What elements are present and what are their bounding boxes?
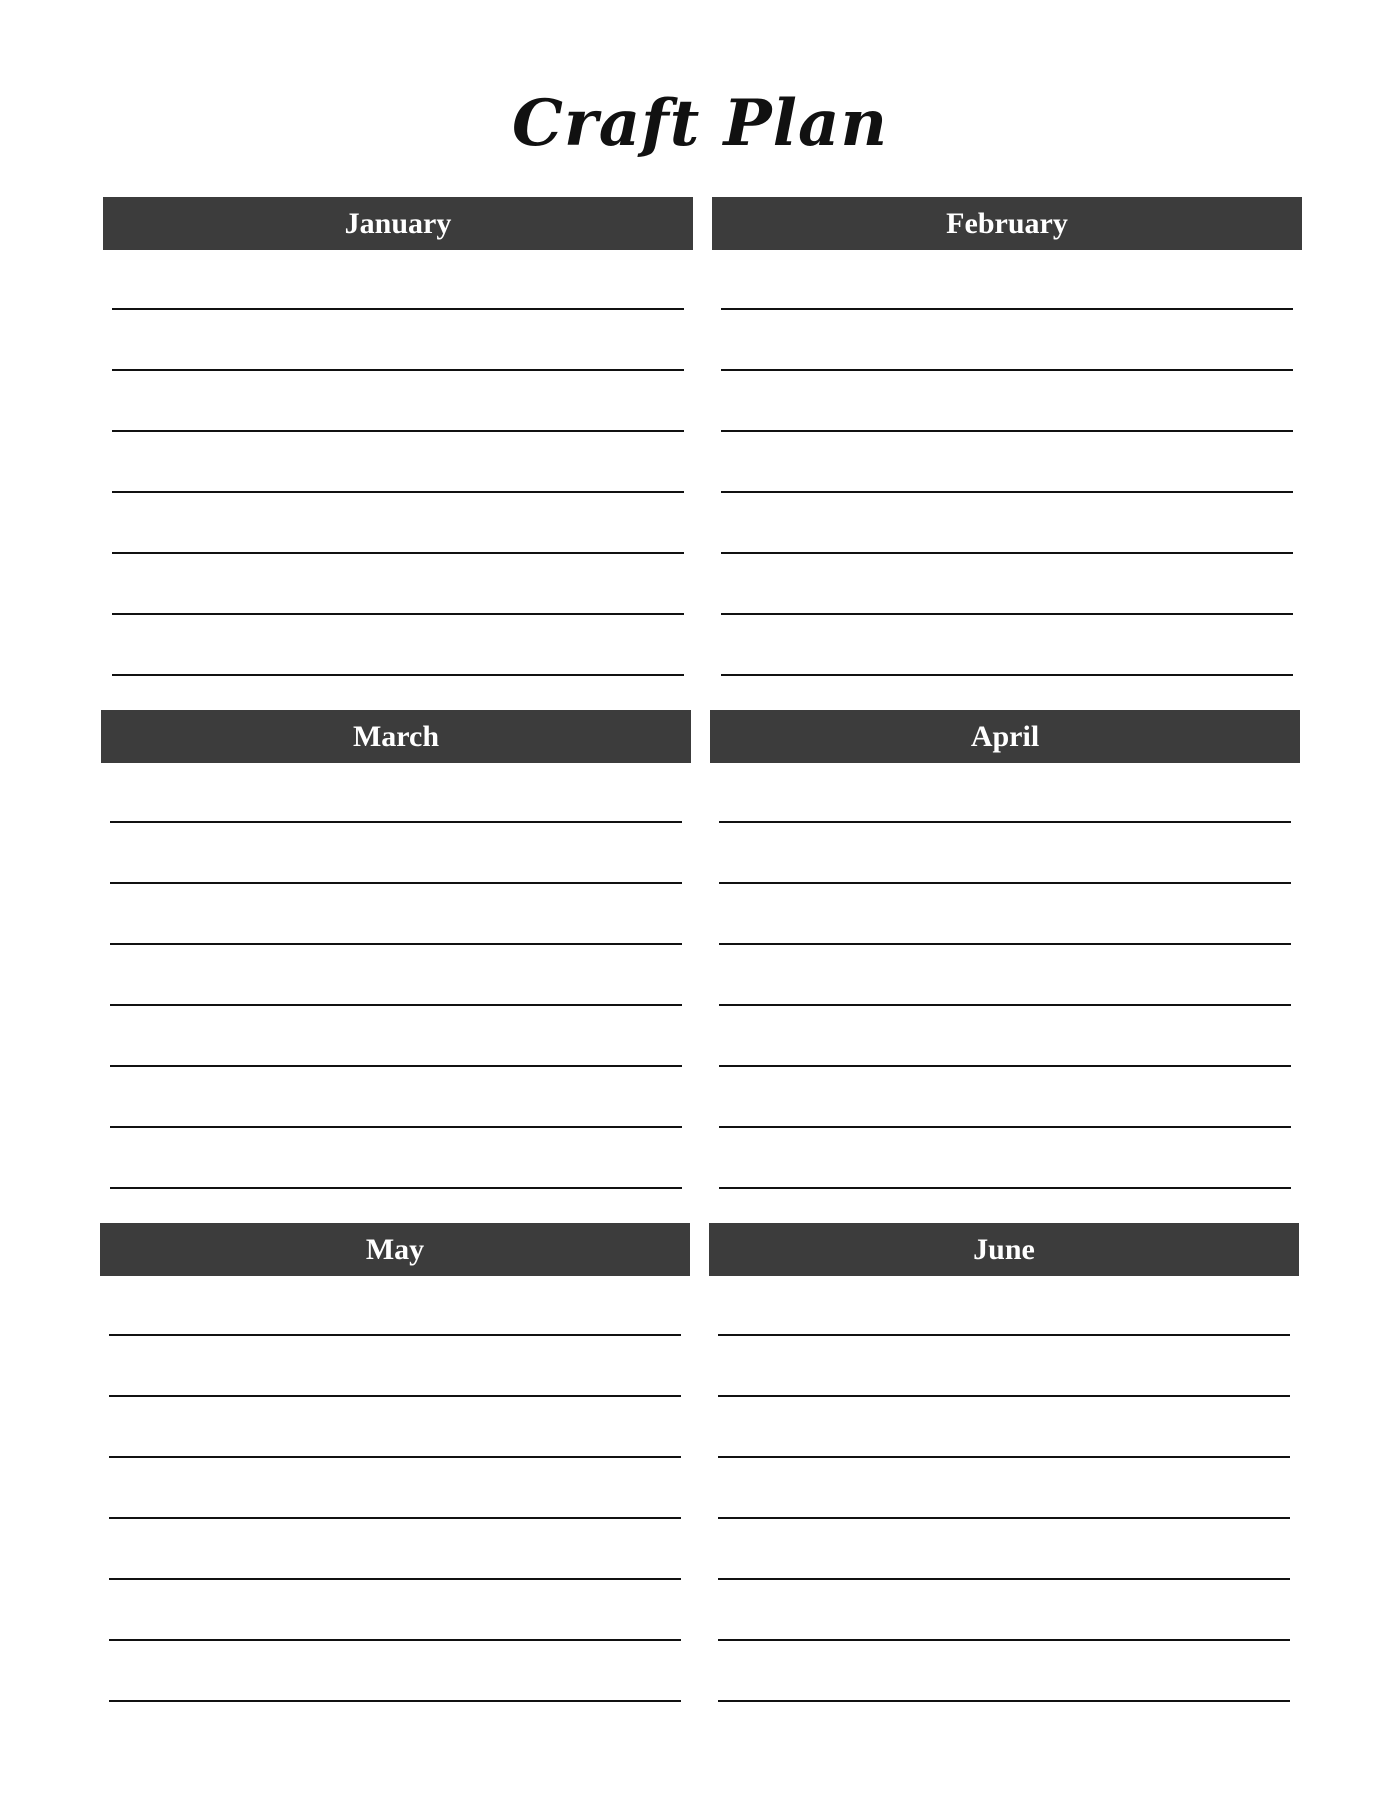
writing-line [718, 1700, 1290, 1702]
writing-line [112, 552, 684, 554]
writing-line [109, 1639, 681, 1641]
writing-line [109, 1395, 681, 1397]
writing-line [109, 1517, 681, 1519]
writing-line [112, 613, 684, 615]
writing-line [112, 491, 684, 493]
writing-line [721, 369, 1293, 371]
month-header: March [101, 710, 691, 763]
month-header: February [712, 197, 1302, 250]
month-section-may [100, 1223, 690, 1276]
writing-line [109, 1578, 681, 1580]
writing-line [721, 613, 1293, 615]
writing-line [110, 1187, 682, 1189]
month-section-january [103, 197, 693, 250]
writing-line [110, 1004, 682, 1006]
month-header: April [710, 710, 1300, 763]
writing-line [719, 1126, 1291, 1128]
month-section-february [712, 197, 1302, 250]
writing-line [112, 369, 684, 371]
writing-line [718, 1578, 1290, 1580]
page-title: Craft Plan [512, 86, 888, 161]
writing-line [109, 1334, 681, 1336]
month-section-april [710, 710, 1300, 763]
writing-line [718, 1395, 1290, 1397]
writing-line [721, 430, 1293, 432]
writing-line [719, 1004, 1291, 1006]
writing-line [721, 308, 1293, 310]
writing-line [109, 1700, 681, 1702]
month-section-june [709, 1223, 1299, 1276]
writing-line [110, 821, 682, 823]
writing-line [110, 1126, 682, 1128]
writing-line [110, 1065, 682, 1067]
writing-line [718, 1456, 1290, 1458]
writing-line [110, 882, 682, 884]
month-header: June [709, 1223, 1299, 1276]
writing-line [112, 430, 684, 432]
writing-line [721, 674, 1293, 676]
month-header: January [103, 197, 693, 250]
writing-line [110, 943, 682, 945]
writing-line [112, 308, 684, 310]
writing-line [109, 1456, 681, 1458]
writing-line [719, 821, 1291, 823]
writing-line [718, 1334, 1290, 1336]
writing-line [719, 882, 1291, 884]
writing-line [719, 943, 1291, 945]
writing-line [719, 1065, 1291, 1067]
writing-line [718, 1517, 1290, 1519]
month-section-march [101, 710, 691, 763]
month-header: May [100, 1223, 690, 1276]
writing-line [112, 674, 684, 676]
writing-line [721, 552, 1293, 554]
writing-line [719, 1187, 1291, 1189]
writing-line [718, 1639, 1290, 1641]
writing-line [721, 491, 1293, 493]
